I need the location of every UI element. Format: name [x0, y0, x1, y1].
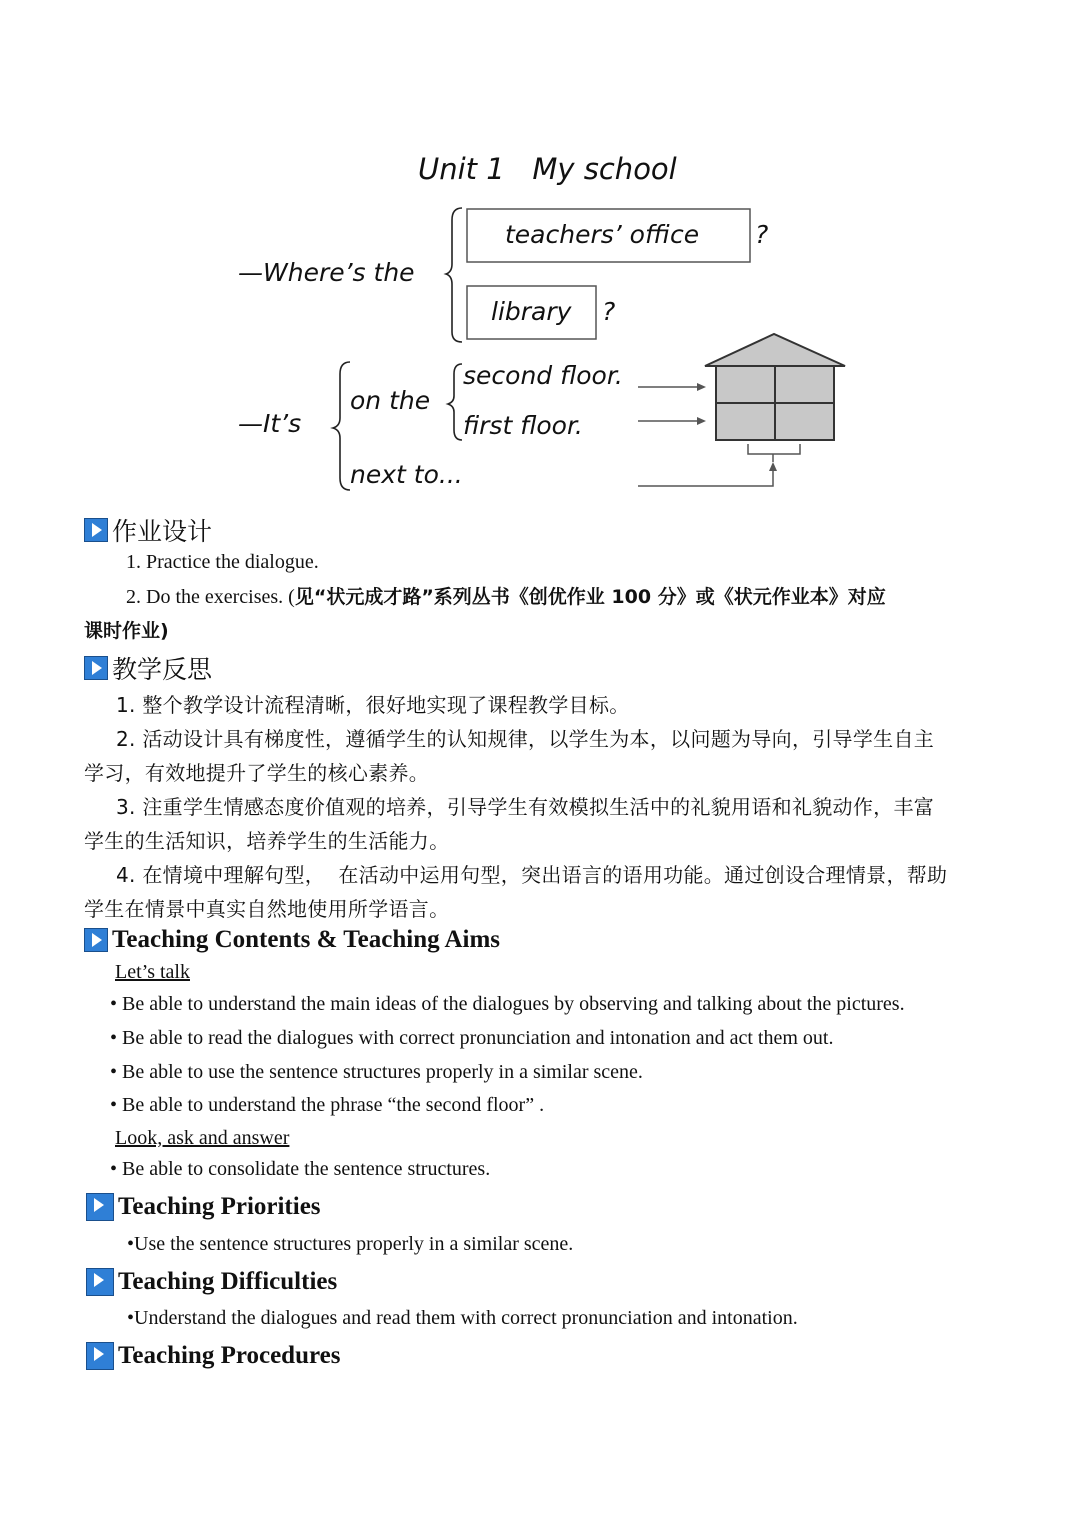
difficulties-heading-text: Teaching Difficulties — [118, 1268, 338, 1295]
question-prefix: —Where’s the — [238, 258, 415, 287]
question-mark: ? — [755, 220, 769, 249]
reflection-p4b: 学生在情景中真实自然地使用所学语言。 — [84, 897, 450, 921]
homework-item-2-cn: 见“状元成才路”系列丛书《创优作业 100 分》或《状元作业本》对应 — [294, 586, 886, 608]
play-arrow-icon — [86, 1342, 114, 1370]
floor-brace — [448, 364, 462, 440]
homework-item-2 — [126, 582, 886, 609]
aim-bullet-2: • Be able to read the dialogues with correct pronunciation and intonation and act them out. — [110, 1027, 834, 1049]
reflection-p3b: 学生的生活知识，培养学生的生活能力。 — [84, 829, 450, 853]
second-floor: second floor. — [463, 361, 623, 390]
subheading-lets-talk: Let’s talk — [115, 961, 190, 983]
homework-item-2-en: 2. Do the exercises. ( — [126, 586, 295, 608]
aim-bullet-5: • Be able to consolidate the sentence structures. — [110, 1158, 491, 1180]
arrow-first-floor — [638, 417, 706, 425]
homework-heading-text: 作业设计 — [112, 517, 213, 546]
priorities-heading-text: Teaching Priorities — [118, 1193, 321, 1220]
reflection-p1: 1. 整个教学设计流程清晰，很好地实现了课程教学目标。 — [116, 693, 630, 717]
play-arrow-icon — [86, 1268, 114, 1296]
question-mark: ? — [602, 297, 616, 326]
option-library: library — [491, 297, 572, 326]
answer-prefix: —It’s — [238, 409, 302, 438]
reflection-p3a: 3. 注重学生情感态度价值观的培养，引导学生有效模拟生活中的礼貌用语和礼貌动作，丰富 — [116, 795, 935, 819]
aim-bullet-4: • Be able to understand the phrase “the second floor” . — [110, 1094, 545, 1116]
priority-bullet: •Use the sentence structures properly in a similar scene. — [127, 1233, 574, 1255]
play-arrow-icon — [84, 928, 108, 952]
contents-heading-text: Teaching Contents & Teaching Aims — [112, 926, 501, 953]
difficulties-heading — [86, 1268, 337, 1296]
first-floor: first floor. — [463, 411, 583, 440]
answer-brace — [333, 362, 350, 490]
aim-bullet-1: • Be able to understand the main ideas of the dialogues by observing and talking about the pictures. — [110, 993, 905, 1015]
play-arrow-icon — [84, 518, 108, 542]
procedures-heading — [86, 1342, 340, 1370]
play-arrow-icon — [86, 1193, 114, 1221]
homework-item-1: 1. Practice the dialogue. — [126, 551, 319, 573]
difficulty-bullet: •Understand the dialogues and read them with correct pronunciation and intonation. — [127, 1307, 798, 1329]
reflection-heading — [84, 650, 212, 686]
priorities-heading — [86, 1193, 321, 1221]
question-brace — [446, 208, 462, 342]
arrow-next-to — [638, 444, 800, 486]
homework-item-2-cont: 课时作业) — [84, 620, 169, 642]
reflection-p4a: 4. 在情境中理解句型， 在活动中运用句型，突出语言的语用功能。通过创设合理情景，帮助 — [116, 863, 948, 887]
diagram-title: Unit 1 My school — [418, 152, 677, 186]
reflection-p2b: 学习，有效地提升了学生的核心素养。 — [84, 761, 430, 785]
reflection-heading-text: 教学反思 — [112, 655, 213, 684]
next-to: next to... — [350, 460, 463, 489]
aim-bullet-3: • Be able to use the sentence structures properly in a similar scene. — [110, 1061, 643, 1083]
contents-heading — [84, 926, 500, 954]
option-teachers-office: teachers’ office — [505, 220, 700, 249]
homework-heading — [84, 512, 212, 548]
on-the: on the — [350, 386, 431, 415]
play-arrow-icon — [84, 656, 108, 680]
building-icon — [705, 334, 845, 440]
subheading-look-ask-answer: Look, ask and answer — [115, 1127, 290, 1149]
procedures-heading-text: Teaching Procedures — [118, 1342, 341, 1369]
reflection-p2a: 2. 活动设计具有梯度性，遵循学生的认知规律，以学生为本，以问题为导向，引导学生自主 — [116, 727, 935, 751]
arrow-second-floor — [638, 383, 706, 391]
